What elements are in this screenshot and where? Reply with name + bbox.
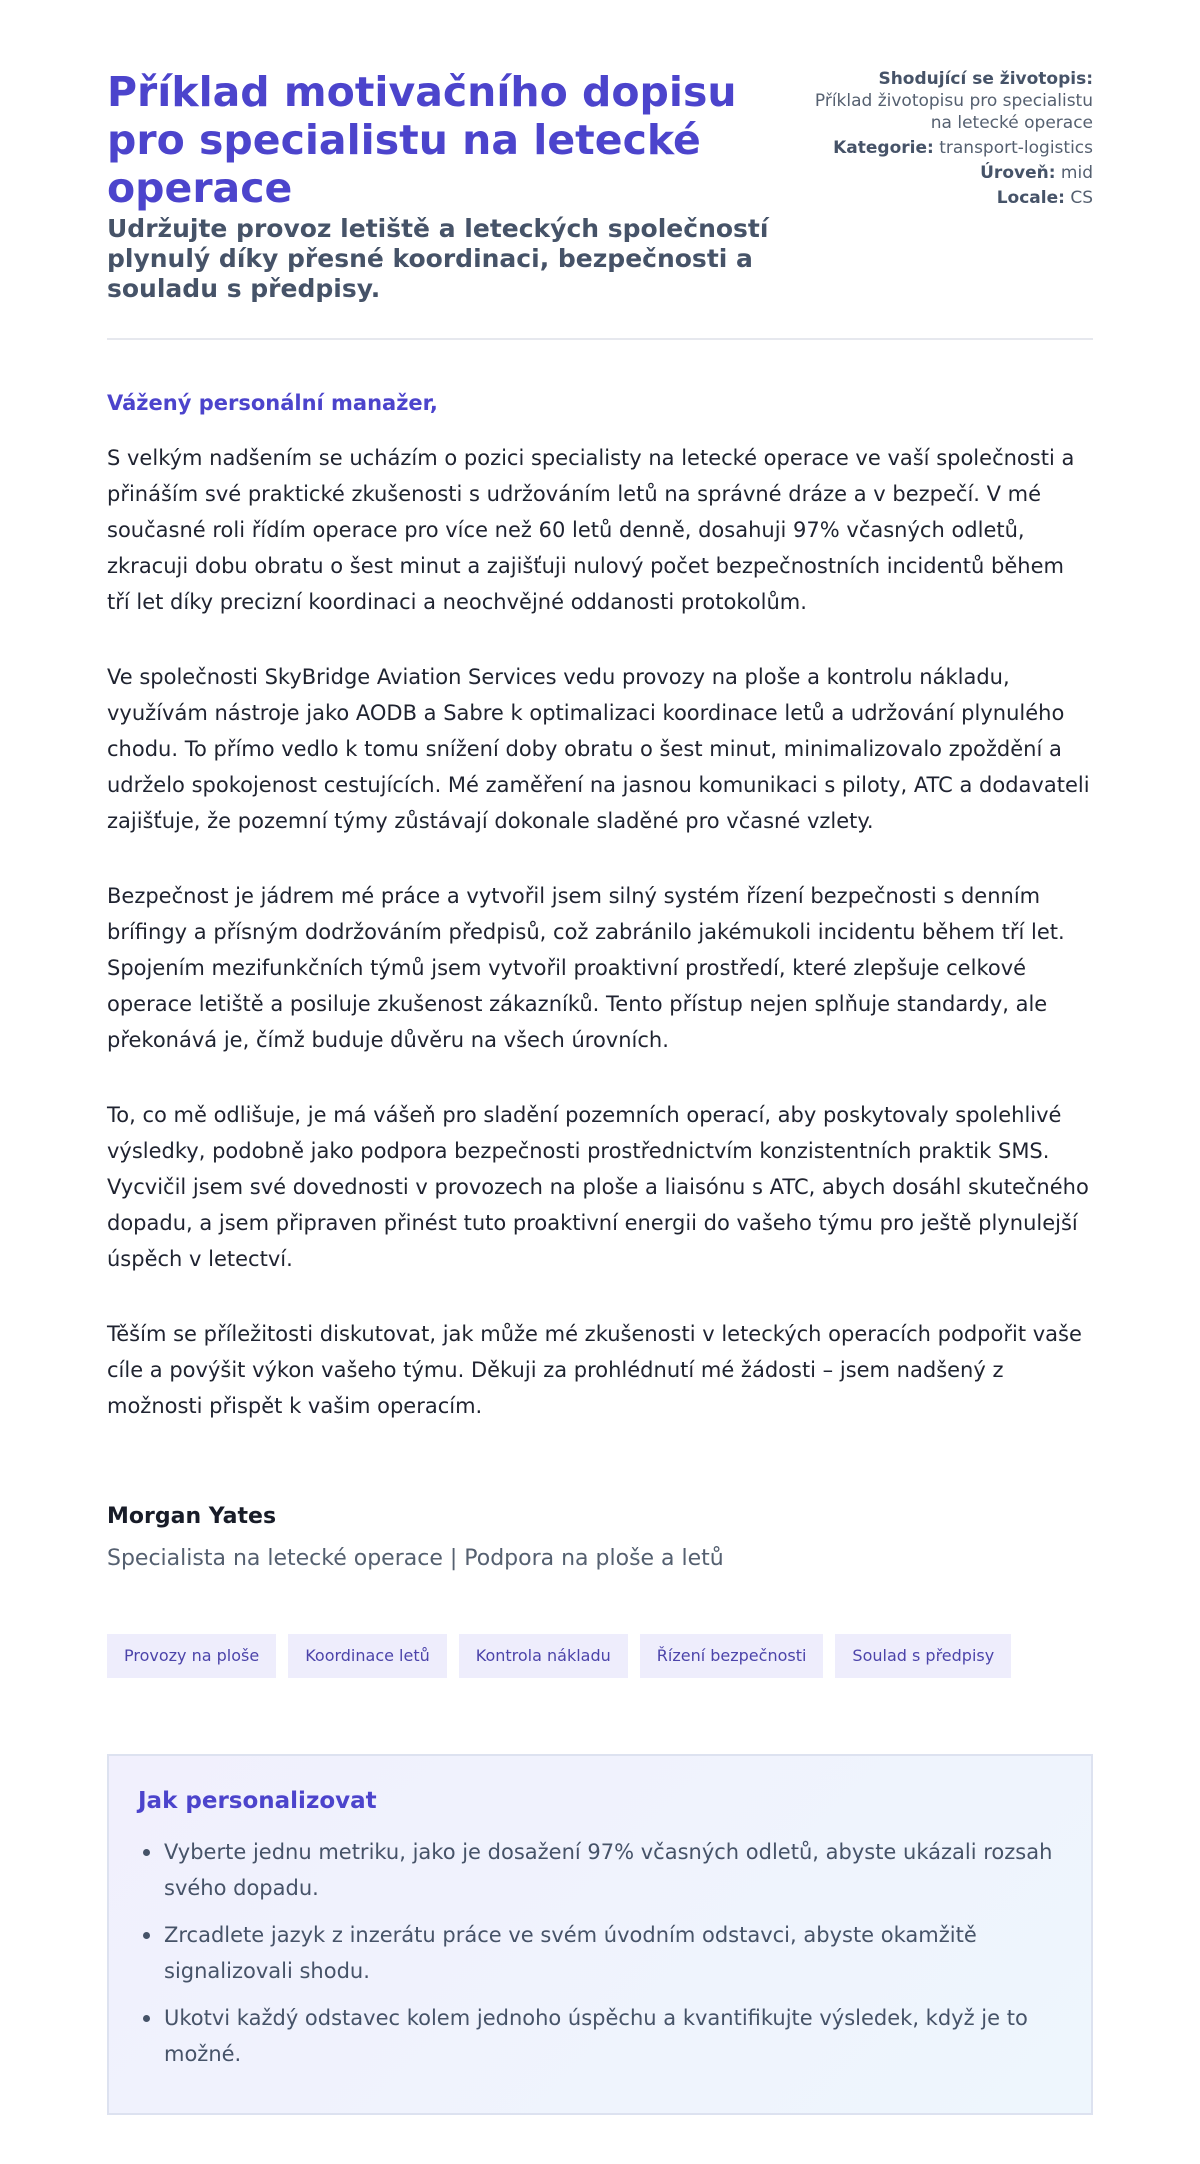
letter-paragraph: To, co mě odlišuje, je má vášeň pro sladění pozemních operací, aby poskytovaly spolehlivé výsledky, podobně jako podpora bezpečnosti prostřednictvím konzistentních praktik SMS. Vycvičil jsem své dovednosti v provozech na ploše a liaisónu s ATC, abych dosáhl skutečného dopadu, a jsem připraven přinést tuto proaktivní energii do vašeho týmu pro ještě plynulejší úspěch v letectví. [107, 1103, 1089, 1271]
meta-category-label: Kategorie: [833, 138, 934, 158]
page-title: Příklad motivačního dopisu pro specialistu na letecké operace [107, 68, 737, 212]
meta-locale-value: CS [1070, 188, 1093, 208]
letter-salutation: Vážený personální manažer, [107, 391, 438, 415]
meta-resume-value: Příklad životopisu pro specialistu na letecké operace [814, 91, 1093, 133]
tips-list [138, 1834, 1062, 2072]
header-divider [107, 338, 1093, 340]
meta-locale [804, 187, 1093, 209]
tips-list-item: Ukotvi každý odstavec kolem jednoho úspěchu a kvantifikujte výsledek, když je to možné. [164, 2000, 1062, 2072]
signature-block [107, 1503, 1093, 1573]
signature-title: Specialista na letecké operace | Podpora na ploše a letů [107, 1546, 724, 1571]
meta-level-label: Úroveň: [980, 163, 1056, 183]
meta-resume [804, 68, 1093, 134]
meta-level [804, 162, 1093, 184]
tips-title: Jak personalizovat [138, 1788, 377, 1814]
meta-category-value: transport-logistics [939, 138, 1093, 158]
page-header [107, 68, 1093, 304]
letter-paragraph: Bezpečnost je jádrem mé práce a vytvořil jsem silný systém řízení bezpečnosti s denním brífingy a přísným dodržováním předpisů, což zabránilo jakémukoli incidentu během tří let. Spojením mezifunkčních týmů jsem vytvořil proaktivní prostředí, které zlepšuje celkové operace letiště a posiluje zkušenost zákazníků. Tento přístup nejen splňuje standardy, ale překonává je, čímž buduje důvěru na všech úrovních. [107, 884, 1065, 1052]
meta-locale-label: Locale: [996, 188, 1065, 208]
header-titles [107, 68, 804, 304]
letter-body [107, 440, 1093, 1424]
tips-list-item: Vyberte jednu metriku, jako je dosažení 97% včasných odletů, abyste ukázali rozsah svého dopadu. [164, 1834, 1062, 1906]
personalize-tips-box [107, 1754, 1093, 2115]
skill-tag: Koordinace letů [288, 1634, 447, 1678]
meta-category [804, 137, 1093, 159]
skill-tag: Řízení bezpečnosti [640, 1634, 824, 1678]
skill-tags [107, 1634, 1093, 1678]
skill-tag: Soulad s předpisy [835, 1634, 1011, 1678]
skill-tag: Kontrola nákladu [459, 1634, 628, 1678]
letter-paragraph: Ve společnosti SkyBridge Aviation Services vedu provozy na ploše a kontrolu nákladu, využívám nástroje jako AODB a Sabre k optimalizaci koordinace letů a udržování plynulého chodu. To přímo vedlo k tomu snížení doby obratu o šest minut, minimalizovalo zpoždění a udrželo spokojenost cestujících. Mé zaměření na jasnou komunikaci s piloty, ATC a dodavateli zajišťuje, že pozemní týmy zůstávají dokonale sladěné pro včasné vzlety. [107, 665, 1090, 833]
letter-paragraph: S velkým nadšením se ucházím o pozici specialisty na letecké operace ve vaší společnosti a přináším své praktické zkušenosti s udržováním letů na správné dráze a v bezpečí. V mé současné roli řídím operace pro více než 60 letů denně, dosahuji 97% včasných odletů, zkracuji dobu obratu o šest minut a zajišťuji nulový počet bezpečnostních incidentů během tří let díky precizní koordinaci a neochvějné oddanosti protokolům. [107, 446, 1075, 614]
meta-resume-label: Shodující se životopis: [878, 69, 1093, 89]
letter-paragraph: Těším se příležitosti diskutovat, jak může mé zkušenosti v leteckých operacích podpořit vaše cíle a povýšit výkon vašeho týmu. Děkuji za prohlédnutí mé žádosti – jsem nadšený z možnosti přispět k vašim operacím. [107, 1322, 1082, 1418]
meta-level-value: mid [1060, 163, 1093, 183]
tips-list-item: Zrcadlete jazyk z inzerátu práce ve svém úvodním odstavci, abyste okamžitě signalizovali shodu. [164, 1917, 1062, 1989]
skill-tag: Provozy na ploše [107, 1634, 276, 1678]
page-subtitle: Udržujte provoz letiště a leteckých společností plynulý díky přesné koordinaci, bezpečnosti a souladu s předpisy. [107, 214, 769, 303]
meta-panel [804, 68, 1093, 212]
signature-name: Morgan Yates [107, 1504, 277, 1529]
